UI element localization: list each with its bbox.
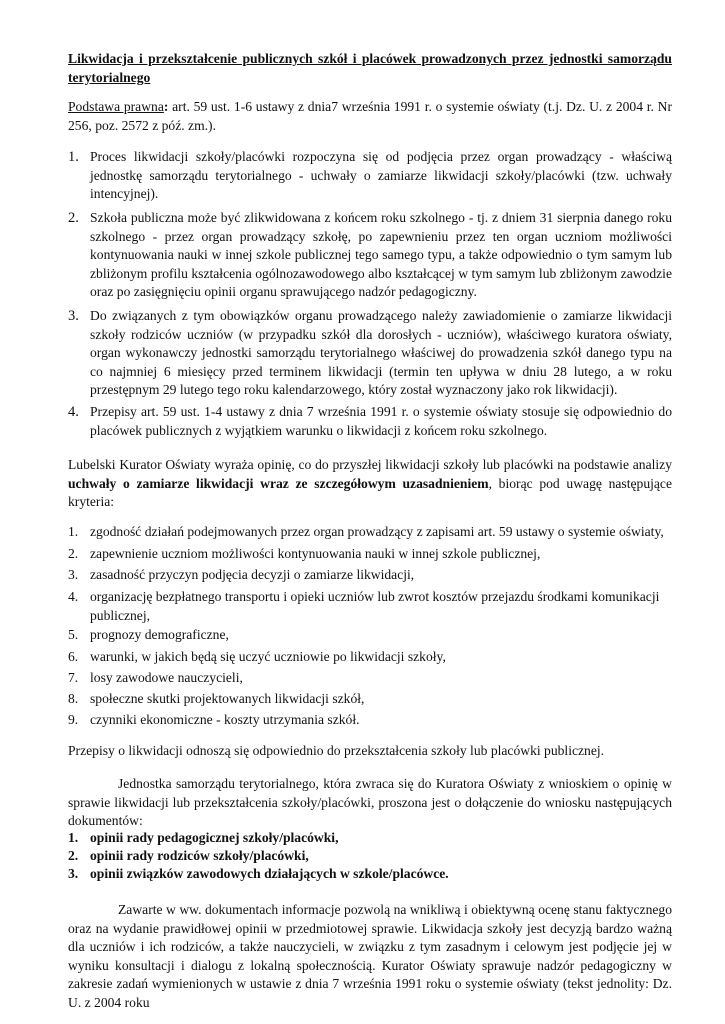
criterion-number: 9. xyxy=(68,712,79,727)
criterion-number: 5. xyxy=(68,627,79,642)
legal-basis-colon: : xyxy=(163,99,169,114)
criterion-item xyxy=(68,545,672,564)
criterion-item xyxy=(68,648,672,667)
criterion-text: zapewnienie uczniom możliwości kontynuowania nauki w innej szkole publicznej, xyxy=(90,546,541,561)
criterion-text: społeczne skutki projektowanych likwidacji szkół, xyxy=(90,691,365,706)
criterion-item xyxy=(68,588,672,625)
criterion-number: 1. xyxy=(68,524,79,539)
criterion-number: 4. xyxy=(68,589,79,604)
criterion-text: prognozy demograficzne, xyxy=(90,627,229,642)
criterion-item xyxy=(68,626,672,645)
item-number: 4. xyxy=(68,404,79,420)
criterion-text: zasadność przyczyn podjęcia decyzji o zamiarze likwidacji, xyxy=(90,567,415,582)
legal-basis-text: art. 59 ust. 1-6 ustawy z dnia7 września 1991 r. o systemie oświaty (t.j. Dz. U. z 2004 r. Nr 256, poz. 2572 z póź. zm.). xyxy=(68,99,672,133)
transformation-note: Przepisy o likwidacji odnoszą się odpowiednio do przekształcenia szkoły lub placówki publicznej. xyxy=(68,743,605,758)
document-item xyxy=(68,865,672,884)
item-number: 3. xyxy=(68,308,79,324)
criterion-text: czynniki ekonomiczne - koszty utrzymania szkół. xyxy=(90,712,360,727)
numbered-item xyxy=(68,209,672,302)
criterion-number: 2. xyxy=(68,546,79,561)
document-text: opinii związków zawodowych działających w szkole/placówce. xyxy=(90,866,449,881)
item-text: Przepisy art. 59 ust. 1-4 ustawy z dnia 7 września 1991 r. o systemie oświaty stosuje się odpowiednio do placówek publicznych z wyjątkiem warunku o likwidacji z końcem roku szkolnego. xyxy=(90,404,672,438)
document-text: opinii rady pedagogicznej szkoły/placówki, xyxy=(90,830,339,845)
criterion-number: 3. xyxy=(68,567,79,582)
opinion-intro-bold: uchwały o zamiarze likwidacji wraz ze szczegółowym uzasadnieniem xyxy=(68,475,489,491)
document-number: 2. xyxy=(68,848,79,863)
item-text: Do związanych z tym obowiązków organu prowadzącego należy zawiadomienie o zamiarze likwidacji szkoły rodziców uczniów (w przypadku szkół dla dorosłych - uczniów), właściwego kuratora oświaty, organ wykonawczy jednostki samorządu terytorialnego właściwej do prowadzenia szkół danego typu na co najmniej 6 miesięcy przed terminem likwidacji (termin ten upływa w dniu 28 lutego, a w roku przestępnym 29 lutego tego roku kalendarzowego, który został wyznaczony jako rok likwidacji). xyxy=(90,308,672,397)
item-number: 1. xyxy=(68,149,79,165)
criterion-text: warunki, w jakich będą się uczyć uczniowie po likwidacji szkoły, xyxy=(90,649,446,664)
criterion-item xyxy=(68,711,672,730)
criterion-item xyxy=(68,690,672,709)
document-item xyxy=(68,829,672,848)
document-page xyxy=(68,0,672,1024)
legal-basis-label: Podstawa prawna xyxy=(68,99,164,114)
document-number: 3. xyxy=(68,866,79,881)
item-text: Szkoła publiczna może być zlikwidowana z końcem roku szkolnego - tj. z dniem 31 sierpnia danego roku szkolnego - przez organ prowadzący szkołę, po zapewnieniu przez ten organ uczniom możliwości kontynuowania nauki w innej szkole publicznej tego samego typu, a także odpowiednio o tym samym lub zbliżonym profilu kształcenia ogólnozawodowego albo kształcącej w tym samym lub zbliżonym zawodzie oraz po zasięgnięciu opinii organu sprawującego nadzór pedagogiczny. xyxy=(90,210,672,299)
criterion-text: zgodność działań podejmowanych przez organ prowadzący z zapisami art. 59 ustawy o systemie oświaty, xyxy=(90,524,664,539)
item-number: 2. xyxy=(68,210,79,226)
document-item xyxy=(68,847,672,866)
criterion-number: 7. xyxy=(68,670,79,685)
opinion-intro xyxy=(68,456,672,512)
item-text: Proces likwidacji szkoły/placówki rozpoczyna się od podjęcia przez organ prowadzący - właściwą jednostkę samorządu terytorialnego - uchwały o zamiarze likwidacji szkoły/placówki (tzw. uchwały intencyjnej). xyxy=(90,149,672,201)
document-text: opinii rady rodziców szkoły/placówki, xyxy=(90,848,309,863)
opinion-intro-after: , biorąc pod uwagę następujące kryteria: xyxy=(68,475,672,509)
numbered-item xyxy=(68,403,672,440)
document-title: Likwidacja i przekształcenie publicznych szkół i placówek prowadzonych przez jednostki samorządu terytorialnego xyxy=(68,51,672,85)
opinion-intro-before: Lubelski Kurator Oświaty wyraża opinię, co do przyszłej likwidacji szkoły lub placówki na podstawie analizy xyxy=(68,457,672,472)
criterion-number: 8. xyxy=(68,691,79,706)
final-paragraph: Zawarte w ww. dokumentach informacje pozwolą na wnikliwą i obiektywną ocenę stanu faktycznego oraz na wydanie prawidłowej opinii w przedmiotowej sprawie. Likwidacja szkoły jest decyzją bardzo ważną dla uczniów i ich rodziców, a także nauczycieli, w związku z tym zasadnym i celowym jest podjęcie jej w wyniku konsultacji i dialogu z lokalną społecznością. Kurator Oświaty sprawuje nadzór pedagogiczny w zakresie zadań wymienionych w ustawie z dnia 7 września 1991 roku o systemie oświaty (tekst jednolity: Dz. U. z 2004 roku xyxy=(68,902,672,1010)
numbered-item xyxy=(68,307,672,400)
document-number: 1. xyxy=(68,830,79,845)
numbered-item xyxy=(68,148,672,204)
criterion-item xyxy=(68,669,672,688)
request-paragraph: Jednostka samorządu terytorialnego, która zwraca się do Kuratora Oświaty z wnioskiem o opinię w sprawie likwidacji lub przekształcenia szkoły/placówki, proszona jest o dołączenie do wniosku następujących dokumentów: xyxy=(68,776,672,828)
criterion-text: organizację bezpłatnego transportu i opieki uczniów lub zwrot kosztów przejazdu środkami komunikacji publicznej, xyxy=(90,589,660,623)
criterion-text: losy zawodowe nauczycieli, xyxy=(90,670,243,685)
criterion-number: 6. xyxy=(68,649,79,664)
legal-basis xyxy=(68,98,672,135)
criterion-item xyxy=(68,566,672,585)
criterion-item xyxy=(68,523,672,542)
